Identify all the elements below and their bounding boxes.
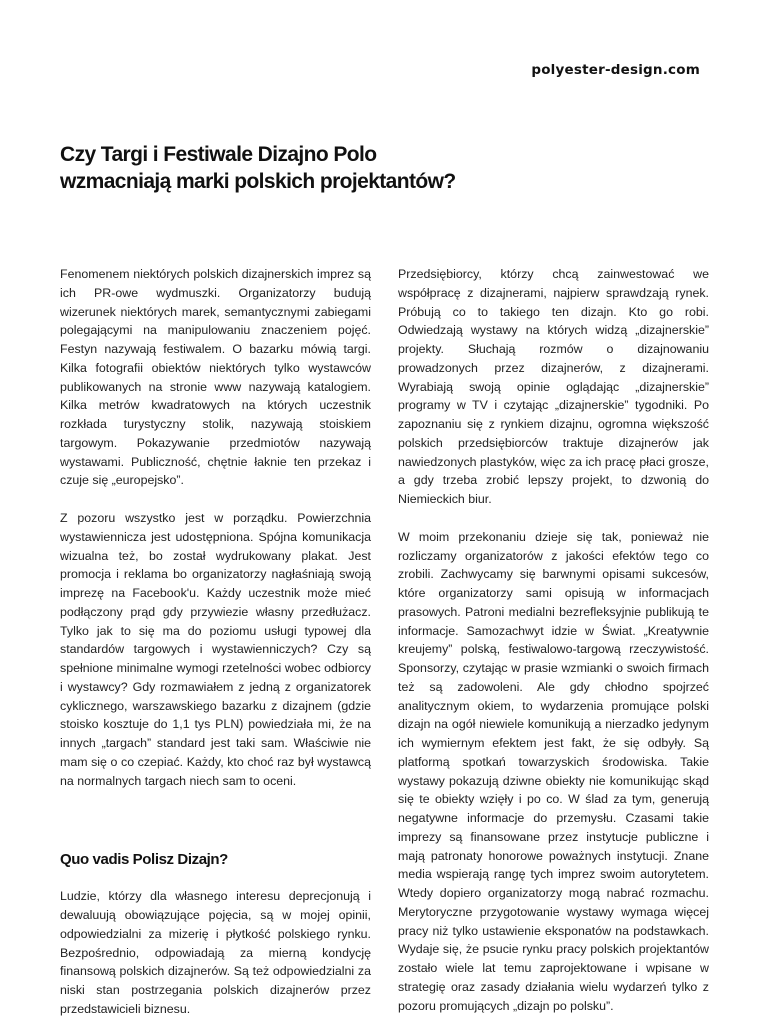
right-column xyxy=(398,265,709,1015)
right-paragraph-1: Przedsiębiorcy, którzy chcą zainwestować we współpracę z dizajnerami, najpierw sprawdzają rynek. Próbują co to takiego ten dizajn. Kto go robi. Odwiedzają wystawy na których widzą „dizajnerskie” projekty. Słuchają rozmów o dizajnowaniu prowadzonych przez dizajnerów, z dizajnerami. Wyrabiają swoją opinie oglądając „dizajnerskie” programy w TV i czytając „dizajnerskie” tygodniki. Po zapoznaniu się z rynkiem dizajnu, ogromna większość polskich przedsiębiorców traktuje dizajnerów jak nawiedzonych plastyków, więc za ich pracę płaci grosze, a gdy trzeba zrobić lepszy projekt, to dzwonią do Niemieckich biur. xyxy=(398,267,709,506)
left-paragraph-2: Z pozoru wszystko jest w porządku. Powierzchnia wystawiennicza jest udostępniona. Spójna komunikacja wizualna też, bo został wydrukowany plakat. Jest promocja i reklama bo organizatorzy nagłaśniają swoją imprezę na Facebook'u. Każdy uczestnik może mieć podłączony prąd gdy przywiezie własny przedłużacz. Tylko jak to się ma do poziomu usługi typowej dla standardów targowych i wystawienniczych? Czy są spełnione minimalne wymogi rzetelności wobec odbiorcy i wystawcy? Gdy rozmawiałem z jedną z organizatorek cyklicznego, warszawskiego bazarku z dizajnem (gdzie stoisko kosztuje do 1,1 tys PLN) powiedziała mi, że na innych „targach” standard jest taki sam. Właściwie nie mam się o co czepiać. Każdy, kto choć raz był wystawcą na normalnych targach niech sam to oceni. xyxy=(60,511,371,788)
article-title xyxy=(60,141,580,195)
article-title-line-2: wzmacniają marki polskich projektantów? xyxy=(60,170,456,193)
right-paragraph-2: W moim przekonaniu dzieje się tak, ponieważ nie rozliczamy organizatorów z jakości efektów tego co zrobili. Zachwycamy się barwnymi opisami sukcesów, które organizatorzy sami opisują w informacjach prasowych. Patroni medialni bezrefleksyjnie publikują te informacje. Samozachwyt idzie w Świat. „Kreatywnie kreujemy” polską, festiwalowo-targową rzeczywistość. Sponsorzy, czytając w prasie wzmianki o swoich firmach też są zadowoleni. Ale gdy chłodno spojrzeć analitycznym okiem, to wydarzenia promujące polski dizajn na ogół niewiele komunikują a nierzadko jedynym ich wymiernym efektem jest fakt, że się odbyły. Są platformą spotkań towarzyskich środowiska. Takie wystawy pokazują dziwne obiekty nie komunikując skąd się te obiekty wzięły i po co. W ślad za tym, generują negatywne informacje do przemysłu. Czasami takie imprezy są finansowane przez instytucje publiczne i mają patronaty honorowe poważnych instytucji. Znane media wspierają rangę tych imprez swoim autorytetem. Wtedy dopiero organizatorzy mogą nabrać rozmachu. Merytoryczne przygotowanie wystawy wymaga więcej pracy niż tylko ustawienie eksponatów na podstawkach. Wydaje się, że psucie rynku pracy polskich projektantów zostało wiele lat temu zaprojektowane i wpisane w strategię oraz zasady działania wielu wydarzeń tylko z pozoru promujących „dizajn po polsku”. xyxy=(398,529,709,1013)
left-paragraph-3: Ludzie, którzy dla własnego interesu deprecjonują i dewaluują obowiązujące pojęcia, są w mojej opinii, odpowiedzialni za mizerię i płytkość polskiego rynku. Bezpośrednio, odpowiadają za mierną kondycję finansową polskich dizajnerów. Są też odpowiedzialni za niski stan postrzegania polskich dizajnerów przez przedstawicieli biznesu. xyxy=(60,889,371,1016)
article-title-line-1: Czy Targi i Festiwale Dizajno Polo xyxy=(60,143,377,166)
left-paragraph-1: Fenomenem niektórych polskich dizajnerskich imprez są ich PR-owe wydmuszki. Organizatorzy budują wizerunek niektórych marek, semantycznymi zabiegami polegającymi na manipulowaniu znaczeniem pojęć. Festyn nazywają festiwalem. O bazarku mówią targi. Kilka fotografii obiektów niektórych tylko wystawców publikowanych na stronie www nazywają katalogiem. Kilka metrów kwadratowych na których uczestnik rozkłada turystyczny stolik, nazywają stoiskiem targowym. Pokazywanie przedmiotów nazywają wystawami. Publiczność, chętnie łaknie ten przekaz i czuje się „europejsko”. xyxy=(60,267,371,488)
left-column xyxy=(60,265,371,1019)
section-subheading: Quo vadis Polisz Dizajn? xyxy=(60,851,228,869)
site-brand: polyester-design.com xyxy=(531,62,700,78)
